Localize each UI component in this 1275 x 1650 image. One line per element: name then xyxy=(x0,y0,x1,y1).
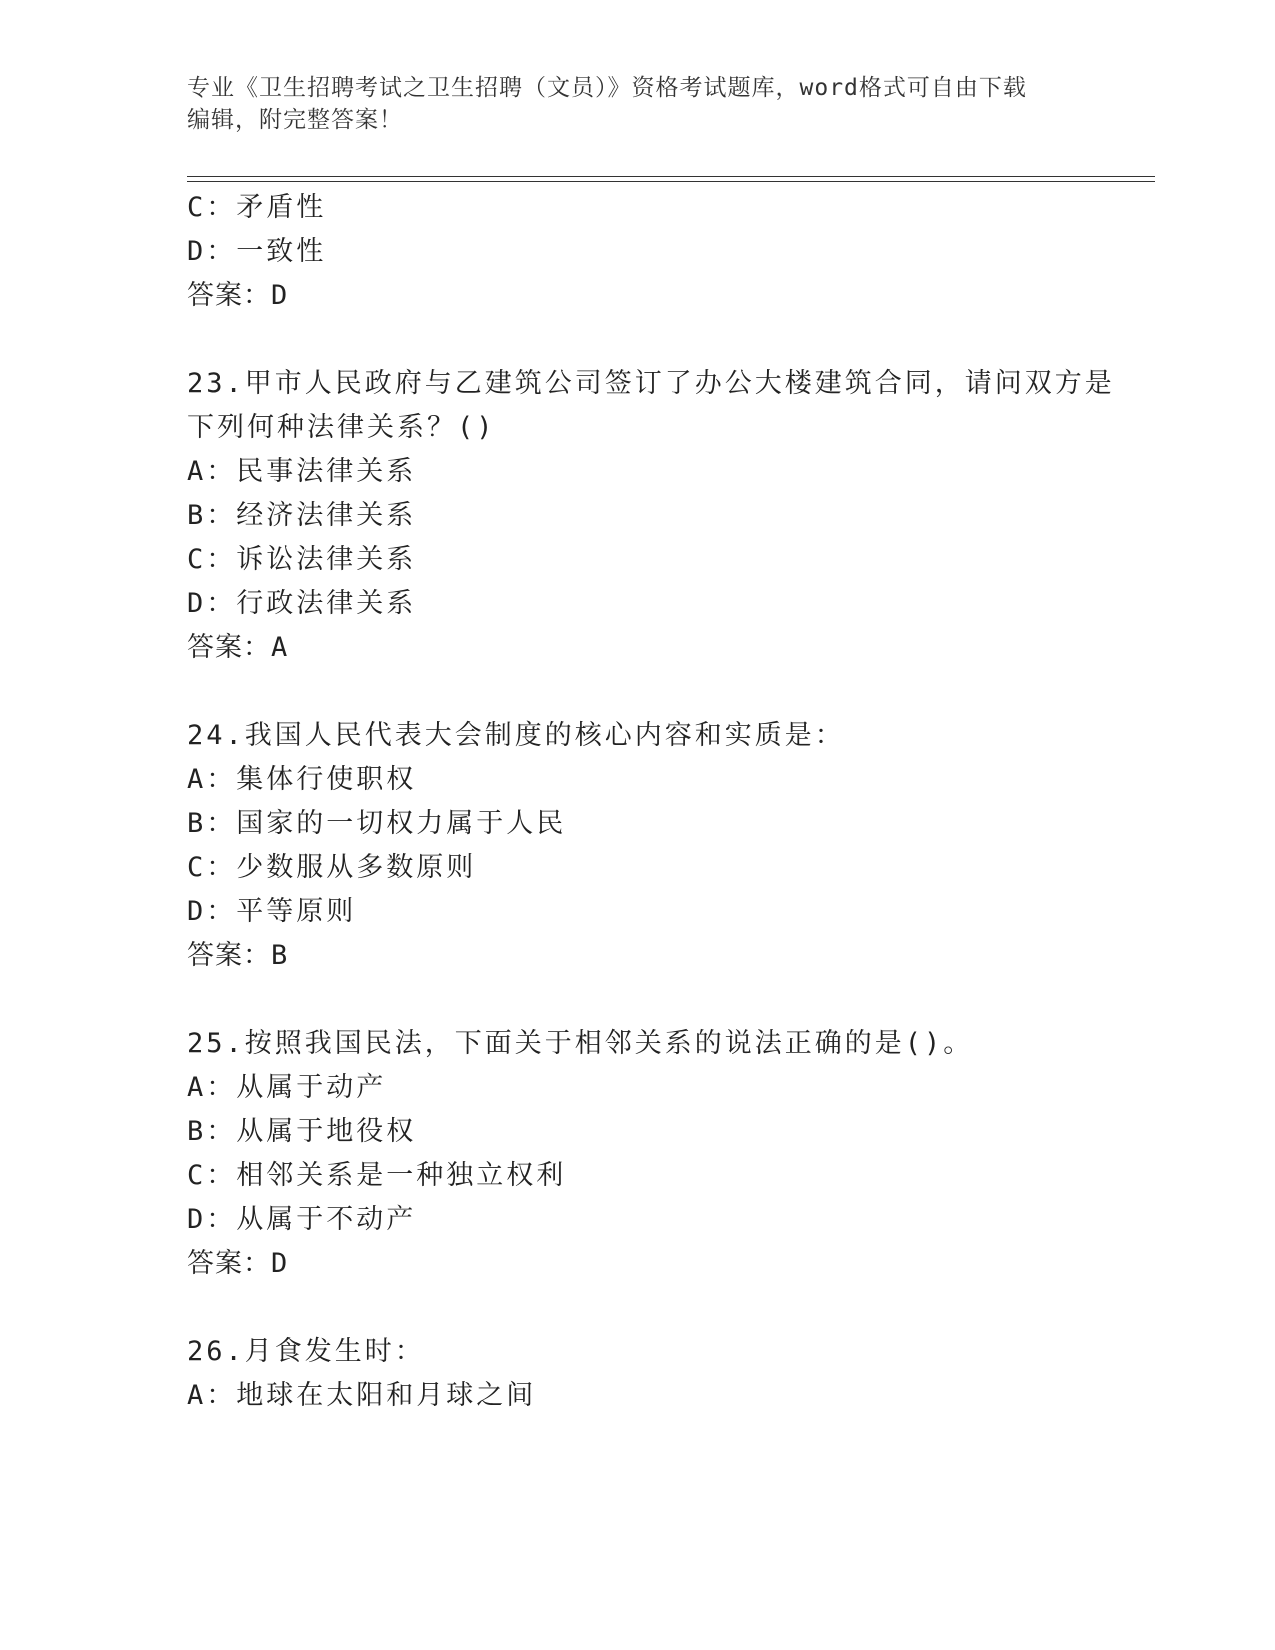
option-label: D： xyxy=(187,896,237,927)
option-text: 一致性 xyxy=(236,236,327,267)
option-text: 平等原则 xyxy=(236,896,357,927)
option-label: D： xyxy=(187,1204,237,1235)
option-text: 少数服从多数原则 xyxy=(236,852,477,883)
option-label: A： xyxy=(187,1380,237,1411)
q25-stem: 25.按照我国民法，下面关于相邻关系的说法正确的是()。 xyxy=(187,1028,974,1059)
q23-answer: 答案：A xyxy=(187,632,289,663)
q24-option-c xyxy=(187,851,476,885)
q22-answer: 答案：D xyxy=(187,280,289,311)
option-text: 诉讼法律关系 xyxy=(236,544,417,575)
option-label: C： xyxy=(187,544,237,575)
option-text: 相邻关系是一种独立权利 xyxy=(236,1160,567,1191)
q26-stem: 26.月食发生时： xyxy=(187,1336,425,1367)
option-text: 从属于地役权 xyxy=(236,1116,417,1147)
option-label: B： xyxy=(187,1116,237,1147)
header-rule-top xyxy=(187,176,1155,177)
option-text: 集体行使职权 xyxy=(236,764,417,795)
option-label: D： xyxy=(187,588,237,619)
option-text: 国家的一切权力属于人民 xyxy=(236,808,567,839)
option-text: 民事法律关系 xyxy=(236,456,417,487)
option-text: 经济法律关系 xyxy=(236,500,417,531)
option-label: A： xyxy=(187,1072,237,1103)
q23-option-c xyxy=(187,543,416,577)
option-text: 行政法律关系 xyxy=(236,588,417,619)
header-rule-bottom xyxy=(187,181,1155,182)
q22-option-d xyxy=(187,235,326,269)
option-text: 地球在太阳和月球之间 xyxy=(236,1380,537,1411)
q25-option-a xyxy=(187,1071,386,1105)
option-label: D： xyxy=(187,236,237,267)
q25-option-c xyxy=(187,1159,566,1193)
document-header xyxy=(187,72,1087,136)
q22-option-c xyxy=(187,191,326,225)
q23-option-b xyxy=(187,499,416,533)
q25-answer: 答案：D xyxy=(187,1248,289,1279)
option-label: C： xyxy=(187,1160,237,1191)
option-text: 从属于不动产 xyxy=(236,1204,417,1235)
q23-stem-line-2: 下列何种法律关系？() xyxy=(187,412,496,443)
q24-option-a xyxy=(187,763,416,797)
option-label: A： xyxy=(187,456,237,487)
option-text: 矛盾性 xyxy=(236,192,327,223)
q24-option-d xyxy=(187,895,356,929)
option-label: B： xyxy=(187,808,237,839)
q23-option-a xyxy=(187,455,416,489)
q23-option-d xyxy=(187,587,416,621)
q23-stem-line-1: 23.甲市人民政府与乙建筑公司签订了办公大楼建筑合同，请问双方是 xyxy=(187,368,1115,399)
option-label: B： xyxy=(187,500,237,531)
header-line-1: 专业《卫生招聘考试之卫生招聘（文员）》资格考试题库，word格式可自由下载 xyxy=(187,75,1027,101)
q25-option-b xyxy=(187,1115,416,1149)
option-label: A： xyxy=(187,764,237,795)
option-label: C： xyxy=(187,192,237,223)
q26-option-a xyxy=(187,1379,536,1413)
q24-stem: 24.我国人民代表大会制度的核心内容和实质是： xyxy=(187,720,845,751)
header-line-2: 编辑，附完整答案！ xyxy=(187,107,403,133)
q24-option-b xyxy=(187,807,566,841)
q25-option-d xyxy=(187,1203,416,1237)
q24-answer: 答案：B xyxy=(187,940,289,971)
option-text: 从属于动产 xyxy=(236,1072,387,1103)
option-label: C： xyxy=(187,852,237,883)
